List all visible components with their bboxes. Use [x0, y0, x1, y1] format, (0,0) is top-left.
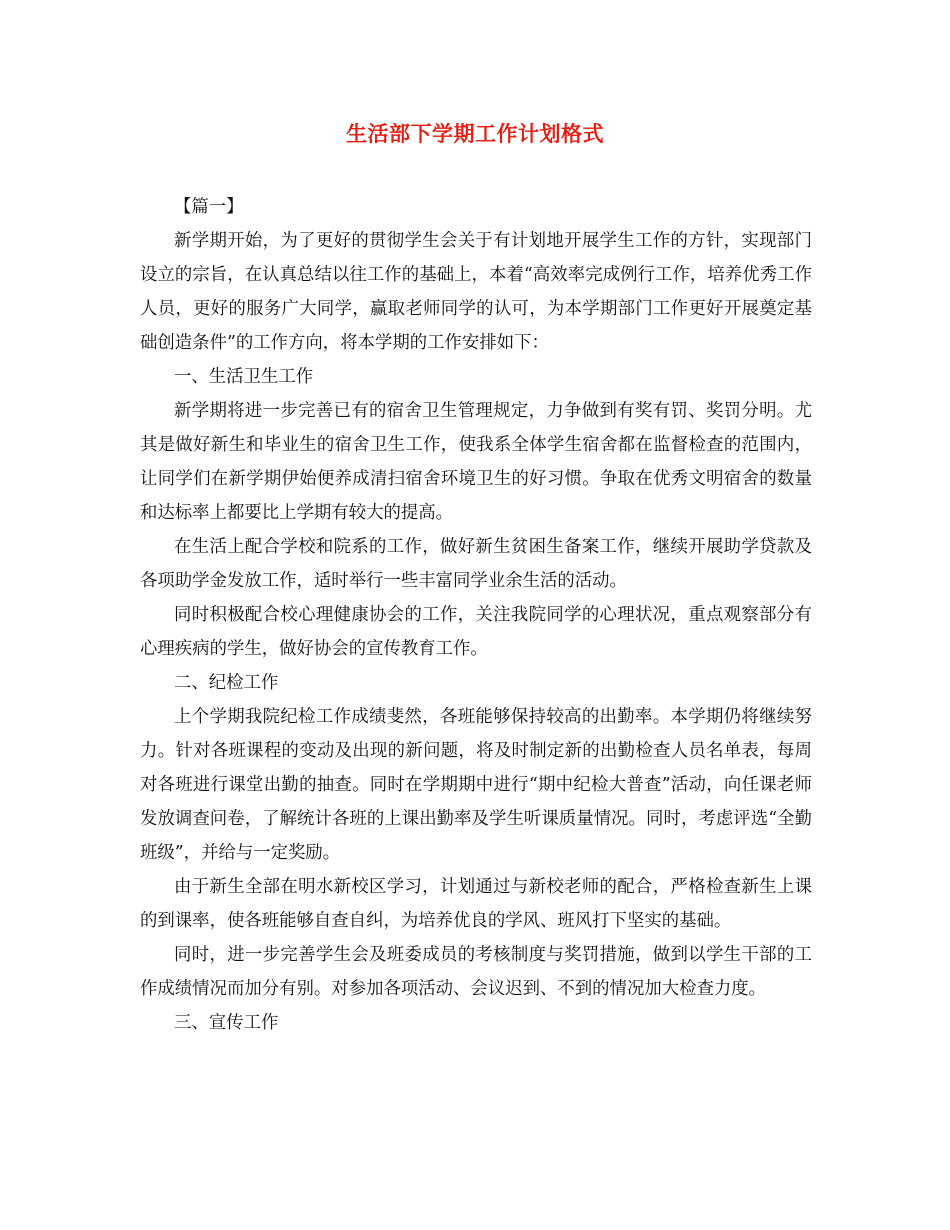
document-body [140, 190, 812, 1040]
paragraph-assessment: 同时，进一步完善学生会及班委成员的考核制度与奖罚措施，做到以学生干部的工作成绩情况而加分有别。对参加各项活动、会议迟到、不到的情况加大检查力度。 [140, 945, 812, 999]
section-label: 【篇一】 [174, 197, 244, 217]
paragraph-hygiene-rules: 新学期将进一步完善已有的宿舍卫生管理规定，力争做到有奖有罚、奖罚分明。尤其是做好新生和毕业生的宿舍卫生工作，使我系全体学生宿舍都在监督检查的范围内，让同学们在新学期伊始便养成清扫宿舍环境卫生的好习惯。争取在优秀文明宿舍的数量和达标率上都要比上学期有较大的提高。 [140, 401, 812, 523]
paragraph-new-campus: 由于新生全部在明水新校区学习，计划通过与新校老师的配合，严格检查新生上课的到课率，使各班能够自查自纠，为培养优良的学风、班风打下坚实的基础。 [140, 877, 812, 931]
paragraph-intro: 新学期开始，为了更好的贯彻学生会关于有计划地开展学生工作的方针，实现部门设立的宗旨，在认真总结以往工作的基础上，本着“高效率完成例行工作，培养优秀工作人员，更好的服务广大同学，赢取老师同学的认可，为本学期部门工作更好开展奠定基础创造条件”的工作方向，将本学期的工作安排如下： [140, 231, 812, 353]
paragraph-attendance: 上个学期我院纪检工作成绩斐然，各班能够保持较高的出勤率。本学期仍将继续努力。针对各班课程的变动及出现的新问题，将及时制定新的出勤检查人员名单表，每周对各班进行课堂出勤的抽查。同时在学期期中进行“期中纪检大普查”活动，向任课老师发放调查问卷，了解统计各班的上课出勤率及学生听课质量情况。同时，考虑评选“全勤班级”，并给与一定奖励。 [140, 707, 812, 863]
heading-publicity: 三、宣传工作 [174, 1013, 279, 1033]
paragraph-student-aid: 在生活上配合学校和院系的工作，做好新生贫困生备案工作，继续开展助学贷款及各项助学金发放工作，适时举行一些丰富同学业余生活的活动。 [140, 537, 812, 591]
paragraph-mental-health: 同时积极配合校心理健康协会的工作，关注我院同学的心理状况，重点观察部分有心理疾病的学生，做好协会的宣传教育工作。 [140, 605, 812, 659]
heading-life-hygiene: 一、生活卫生工作 [174, 367, 314, 387]
document-title: 生活部下学期工作计划格式 [346, 121, 604, 146]
heading-discipline: 二、纪检工作 [174, 673, 279, 693]
